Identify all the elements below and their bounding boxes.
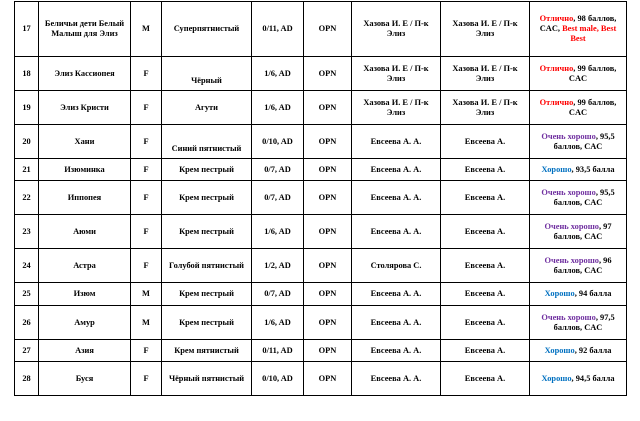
cell-breeder: Хазова И. Е / П-к Элиз	[352, 91, 441, 125]
cell-breeder: Столярова С.	[352, 249, 441, 283]
cell-class: OPN	[304, 362, 352, 396]
cell-number: 25	[15, 283, 39, 306]
table-row	[15, 125, 627, 159]
table-row	[15, 91, 627, 125]
grade-text: Очень хорошо	[541, 312, 596, 322]
cell-name: Астра	[39, 249, 131, 283]
cell-number: 26	[15, 306, 39, 340]
cell-color: Крем пестрый	[162, 159, 252, 181]
cell-class: OPN	[304, 249, 352, 283]
cell-age: 0/7, AD	[252, 159, 304, 181]
cell-result	[530, 340, 627, 362]
cell-sex: M	[131, 306, 162, 340]
cell-sex: M	[131, 2, 162, 57]
score-text: , 92 балла	[574, 345, 612, 355]
cell-color: Крем пятнистый	[162, 340, 252, 362]
cell-breeder: Евсеева А. А.	[352, 125, 441, 159]
cell-name: Амур	[39, 306, 131, 340]
cell-number: 21	[15, 159, 39, 181]
table-row	[15, 306, 627, 340]
cell-owner: Евсеева А.	[441, 125, 530, 159]
cell-class: OPN	[304, 340, 352, 362]
cell-result	[530, 57, 627, 91]
cell-name: Хани	[39, 125, 131, 159]
cell-class: OPN	[304, 2, 352, 57]
cell-result	[530, 125, 627, 159]
cell-sex: F	[131, 181, 162, 215]
cell-breeder: Евсеева А. А.	[352, 306, 441, 340]
grade-text: Хорошо	[541, 164, 572, 174]
cell-number: 18	[15, 57, 39, 91]
cell-sex: F	[131, 57, 162, 91]
cell-result	[530, 2, 627, 57]
cell-breeder: Евсеева А. А.	[352, 181, 441, 215]
cell-age: 0/11, AD	[252, 340, 304, 362]
grade-text: Хорошо	[541, 373, 572, 383]
cell-class: OPN	[304, 181, 352, 215]
score-text: , 95,5 баллов, CAC	[553, 131, 615, 151]
cell-result	[530, 91, 627, 125]
cell-name: Элиз Кассиопея	[39, 57, 131, 91]
cell-name: Буся	[39, 362, 131, 396]
score-text: , 98 баллов, CAC,	[539, 14, 617, 33]
cell-owner: Евсеева А.	[441, 283, 530, 306]
cell-owner: Евсеева А.	[441, 181, 530, 215]
cell-age: 0/7, AD	[252, 283, 304, 306]
grade-text: Очень хорошо	[544, 221, 599, 231]
cell-color: Агути	[162, 91, 252, 125]
cell-age: 1/6, AD	[252, 91, 304, 125]
cell-breeder: Хазова И. Е / П-к Элиз	[352, 57, 441, 91]
table-row	[15, 215, 627, 249]
cell-name: Аюми	[39, 215, 131, 249]
cell-number: 19	[15, 91, 39, 125]
cell-name: Беличьи дети Белый Малыш для Элиз	[39, 2, 131, 57]
score-text: , 97 баллов, CAC	[553, 221, 612, 241]
cell-owner: Евсеева А.	[441, 215, 530, 249]
score-text: , 93,5 балла	[571, 164, 615, 174]
cell-name: Азия	[39, 340, 131, 362]
cell-name: Изюм	[39, 283, 131, 306]
cell-breeder: Евсеева А. А.	[352, 159, 441, 181]
grade-text: Отлично	[539, 97, 574, 107]
cell-number: 23	[15, 215, 39, 249]
grade-text: Отлично	[539, 14, 574, 23]
grade-text: Хорошо	[544, 345, 575, 355]
cell-sex: F	[131, 340, 162, 362]
cell-color: Синий пятнистый	[162, 125, 252, 159]
cell-sex: F	[131, 159, 162, 181]
cell-sex: F	[131, 249, 162, 283]
cell-color: Чёрный	[162, 57, 252, 91]
cell-owner: Евсеева А.	[441, 340, 530, 362]
table-row	[15, 283, 627, 306]
cell-age: 1/2, AD	[252, 249, 304, 283]
cell-number: 22	[15, 181, 39, 215]
results-table	[14, 1, 627, 396]
cell-color: Голубой пятнистый	[162, 249, 252, 283]
table-row	[15, 362, 627, 396]
cell-owner: Хазова И. Е / П-к Элиз	[441, 57, 530, 91]
table-row	[15, 181, 627, 215]
cell-breeder: Евсеева А. А.	[352, 362, 441, 396]
cell-sex: M	[131, 283, 162, 306]
cell-result	[530, 181, 627, 215]
cell-age: 1/6, AD	[252, 57, 304, 91]
cell-color: Крем пестрый	[162, 283, 252, 306]
table-row	[15, 340, 627, 362]
cell-number: 24	[15, 249, 39, 283]
cell-result	[530, 249, 627, 283]
cell-number: 17	[15, 2, 39, 57]
cell-breeder: Евсеева А. А.	[352, 283, 441, 306]
cell-age: 1/6, AD	[252, 306, 304, 340]
score-text: , 94 балла	[574, 289, 612, 298]
cell-breeder: Хазова И. Е / П-к Элиз	[352, 2, 441, 57]
cell-class: OPN	[304, 57, 352, 91]
score-text: , 95,5 баллов, CAC	[553, 187, 615, 207]
cell-name: Элиз Кристи	[39, 91, 131, 125]
cell-color: Суперпятнистый	[162, 2, 252, 57]
cell-owner: Хазова И. Е / П-к Элиз	[441, 91, 530, 125]
cell-result	[530, 159, 627, 181]
score-text: , 99 баллов, CAC	[568, 63, 617, 83]
table-row	[15, 2, 627, 57]
cell-color: Крем пестрый	[162, 181, 252, 215]
table-row	[15, 159, 627, 181]
table-row	[15, 249, 627, 283]
grade-text: Очень хорошо	[544, 255, 599, 265]
grade-text: Очень хорошо	[541, 187, 596, 197]
cell-age: 1/6, AD	[252, 215, 304, 249]
cell-age: 0/10, AD	[252, 125, 304, 159]
grade-text: Хорошо	[544, 289, 575, 298]
cell-name: Изюминка	[39, 159, 131, 181]
cell-color: Крем пестрый	[162, 306, 252, 340]
cell-result	[530, 283, 627, 306]
cell-class: OPN	[304, 215, 352, 249]
cell-result	[530, 306, 627, 340]
cell-owner: Евсеева А.	[441, 249, 530, 283]
award-text: Best male, Best Best	[562, 24, 617, 43]
grade-text: Очень хорошо	[541, 131, 596, 141]
grade-text: Отлично	[539, 63, 574, 73]
cell-age: 0/7, AD	[252, 181, 304, 215]
cell-number: 27	[15, 340, 39, 362]
score-text: , 94,5 балла	[571, 373, 615, 383]
score-text: , 99 баллов, CAC	[568, 97, 617, 117]
cell-number: 20	[15, 125, 39, 159]
score-text: , 96 баллов, CAC	[553, 255, 612, 275]
cell-sex: F	[131, 215, 162, 249]
cell-owner: Евсеева А.	[441, 306, 530, 340]
cell-result	[530, 215, 627, 249]
cell-class: OPN	[304, 283, 352, 306]
cell-class: OPN	[304, 306, 352, 340]
cell-owner: Евсеева А.	[441, 362, 530, 396]
cell-result	[530, 362, 627, 396]
cell-owner: Хазова И. Е / П-к Элиз	[441, 2, 530, 57]
cell-class: OPN	[304, 91, 352, 125]
cell-name: Иппопея	[39, 181, 131, 215]
score-text: , 97,5 баллов, CAC	[553, 312, 615, 332]
cell-number: 28	[15, 362, 39, 396]
cell-owner: Евсеева А.	[441, 159, 530, 181]
cell-color: Чёрный пятнистый	[162, 362, 252, 396]
cell-breeder: Евсеева А. А.	[352, 340, 441, 362]
cell-sex: F	[131, 91, 162, 125]
cell-age: 0/11, AD	[252, 2, 304, 57]
cell-class: OPN	[304, 159, 352, 181]
cell-breeder: Евсеева А. А.	[352, 215, 441, 249]
cell-sex: F	[131, 362, 162, 396]
cell-age: 0/10, AD	[252, 362, 304, 396]
cell-class: OPN	[304, 125, 352, 159]
cell-sex: F	[131, 125, 162, 159]
cell-color: Крем пестрый	[162, 215, 252, 249]
table-row	[15, 57, 627, 91]
